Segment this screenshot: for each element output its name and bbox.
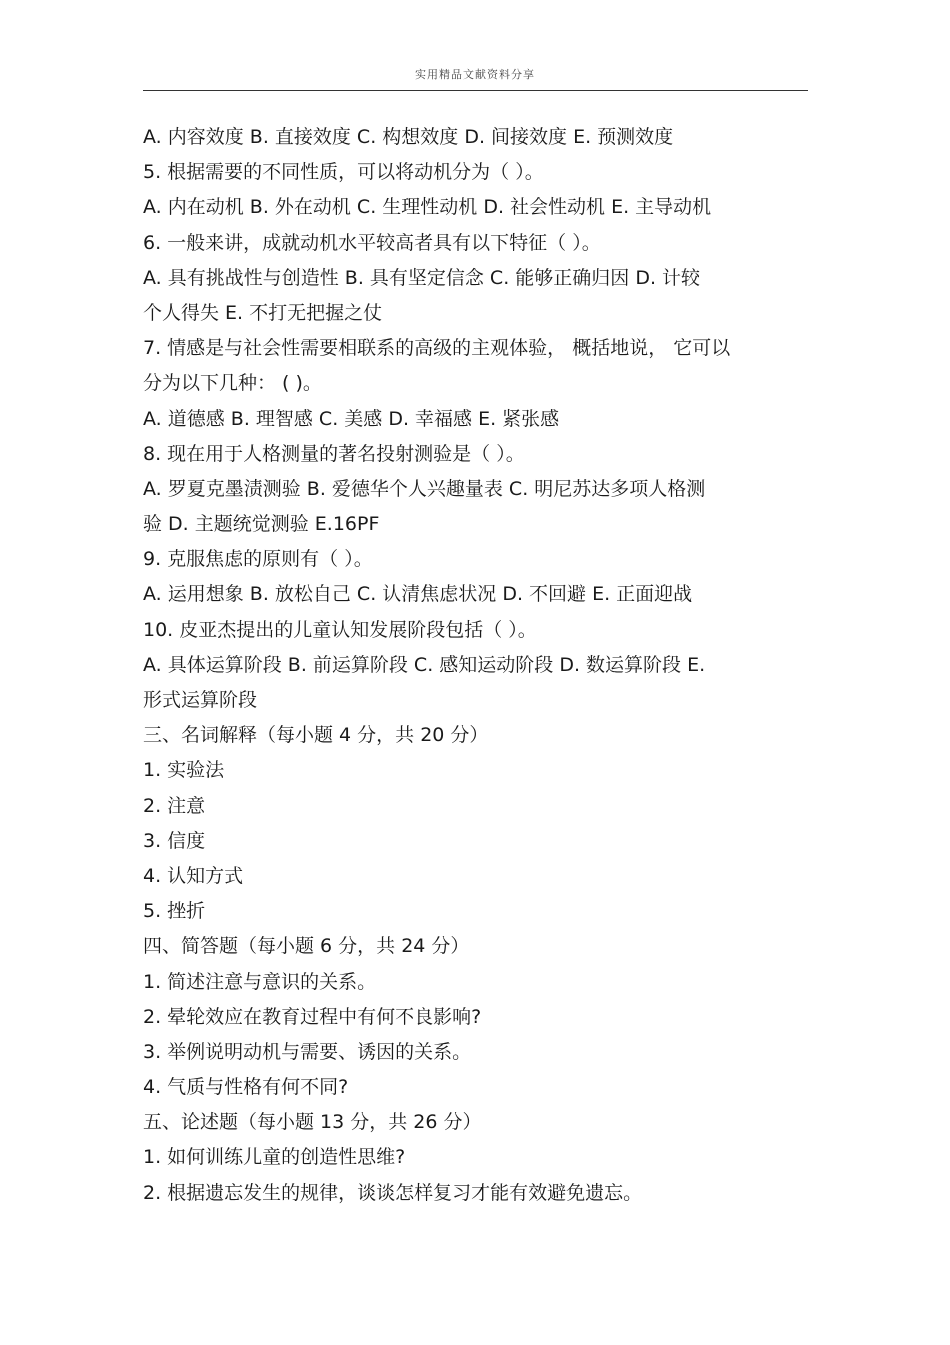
- text-line: 1. 如何训练儿童的创造性思维?: [143, 1146, 406, 1169]
- section-heading: 三、名词解释（每小题 4 分，共 20 分）: [143, 724, 489, 747]
- text-line: 3. 信度: [143, 829, 206, 852]
- text-line: 2. 注意: [143, 794, 206, 817]
- text-line: A. 具有挑战性与创造性 B. 具有坚定信念 C. 能够正确归因 D. 计较: [143, 266, 701, 289]
- text-line: A. 运用想象 B. 放松自己 C. 认清焦虑状况 D. 不回避 E. 正面迎战: [143, 583, 693, 606]
- text-line: A. 道德感 B. 理智感 C. 美感 D. 幸福感 E. 紧张感: [143, 407, 560, 430]
- text-line: 个人得失 E. 不打无把握之仗: [143, 301, 383, 324]
- text-line: 1. 实验法: [143, 759, 225, 782]
- text-line: 5. 根据需要的不同性质，可以将动机分为（ ）。: [143, 161, 544, 184]
- text-line: A. 具体运算阶段 B. 前运算阶段 C. 感知运动阶段 D. 数运算阶段 E.: [143, 653, 706, 676]
- text-line: 验 D. 主题统觉测验 E.16PF: [143, 513, 380, 536]
- page-header: 实用精品文献资料分享: [415, 68, 535, 81]
- text-line: 6. 一般来讲，成就动机水平较高者具有以下特征（ ）。: [143, 231, 601, 254]
- text-line: 分为以下几种： ( )。: [143, 372, 322, 395]
- header-divider: [143, 90, 808, 91]
- text-line: 4. 气质与性格有何不同?: [143, 1076, 349, 1099]
- text-line: 9. 克服焦虑的原则有（ ）。: [143, 548, 373, 571]
- text-line: A. 内在动机 B. 外在动机 C. 生理性动机 D. 社会性动机 E. 主导动机: [143, 196, 712, 219]
- text-line: 10. 皮亚杰提出的儿童认知发展阶段包括（ ）。: [143, 618, 537, 641]
- text-line: A. 罗夏克墨渍测验 B. 爱德华个人兴趣量表 C. 明尼苏达多项人格测: [143, 477, 706, 500]
- document-body: [143, 120, 808, 1211]
- text-line: A. 内容效度 B. 直接效度 C. 构想效度 D. 间接效度 E. 预测效度: [143, 126, 674, 148]
- text-line: 4. 认知方式: [143, 864, 244, 887]
- text-line: 7. 情感是与社会性需要相联系的高级的主观体验， 概括地说， 它可以: [143, 337, 731, 360]
- text-line: 2. 晕轮效应在教育过程中有何不良影响?: [143, 1005, 482, 1028]
- text-line: 形式运算阶段: [143, 689, 258, 711]
- text-line: 3. 举例说明动机与需要、诱因的关系。: [143, 1040, 472, 1063]
- section-heading: 四、简答题（每小题 6 分，共 24 分）: [143, 935, 470, 958]
- section-heading: 五、论述题（每小题 13 分，共 26 分）: [143, 1111, 482, 1134]
- text-line: 5. 挫折: [143, 900, 206, 923]
- text-line: 8. 现在用于人格测量的著名投射测验是（ ）。: [143, 442, 525, 465]
- text-line: 2. 根据遗忘发生的规律，谈谈怎样复习才能有效避免遗忘。: [143, 1181, 643, 1204]
- text-line: 1. 简述注意与意识的关系。: [143, 970, 377, 993]
